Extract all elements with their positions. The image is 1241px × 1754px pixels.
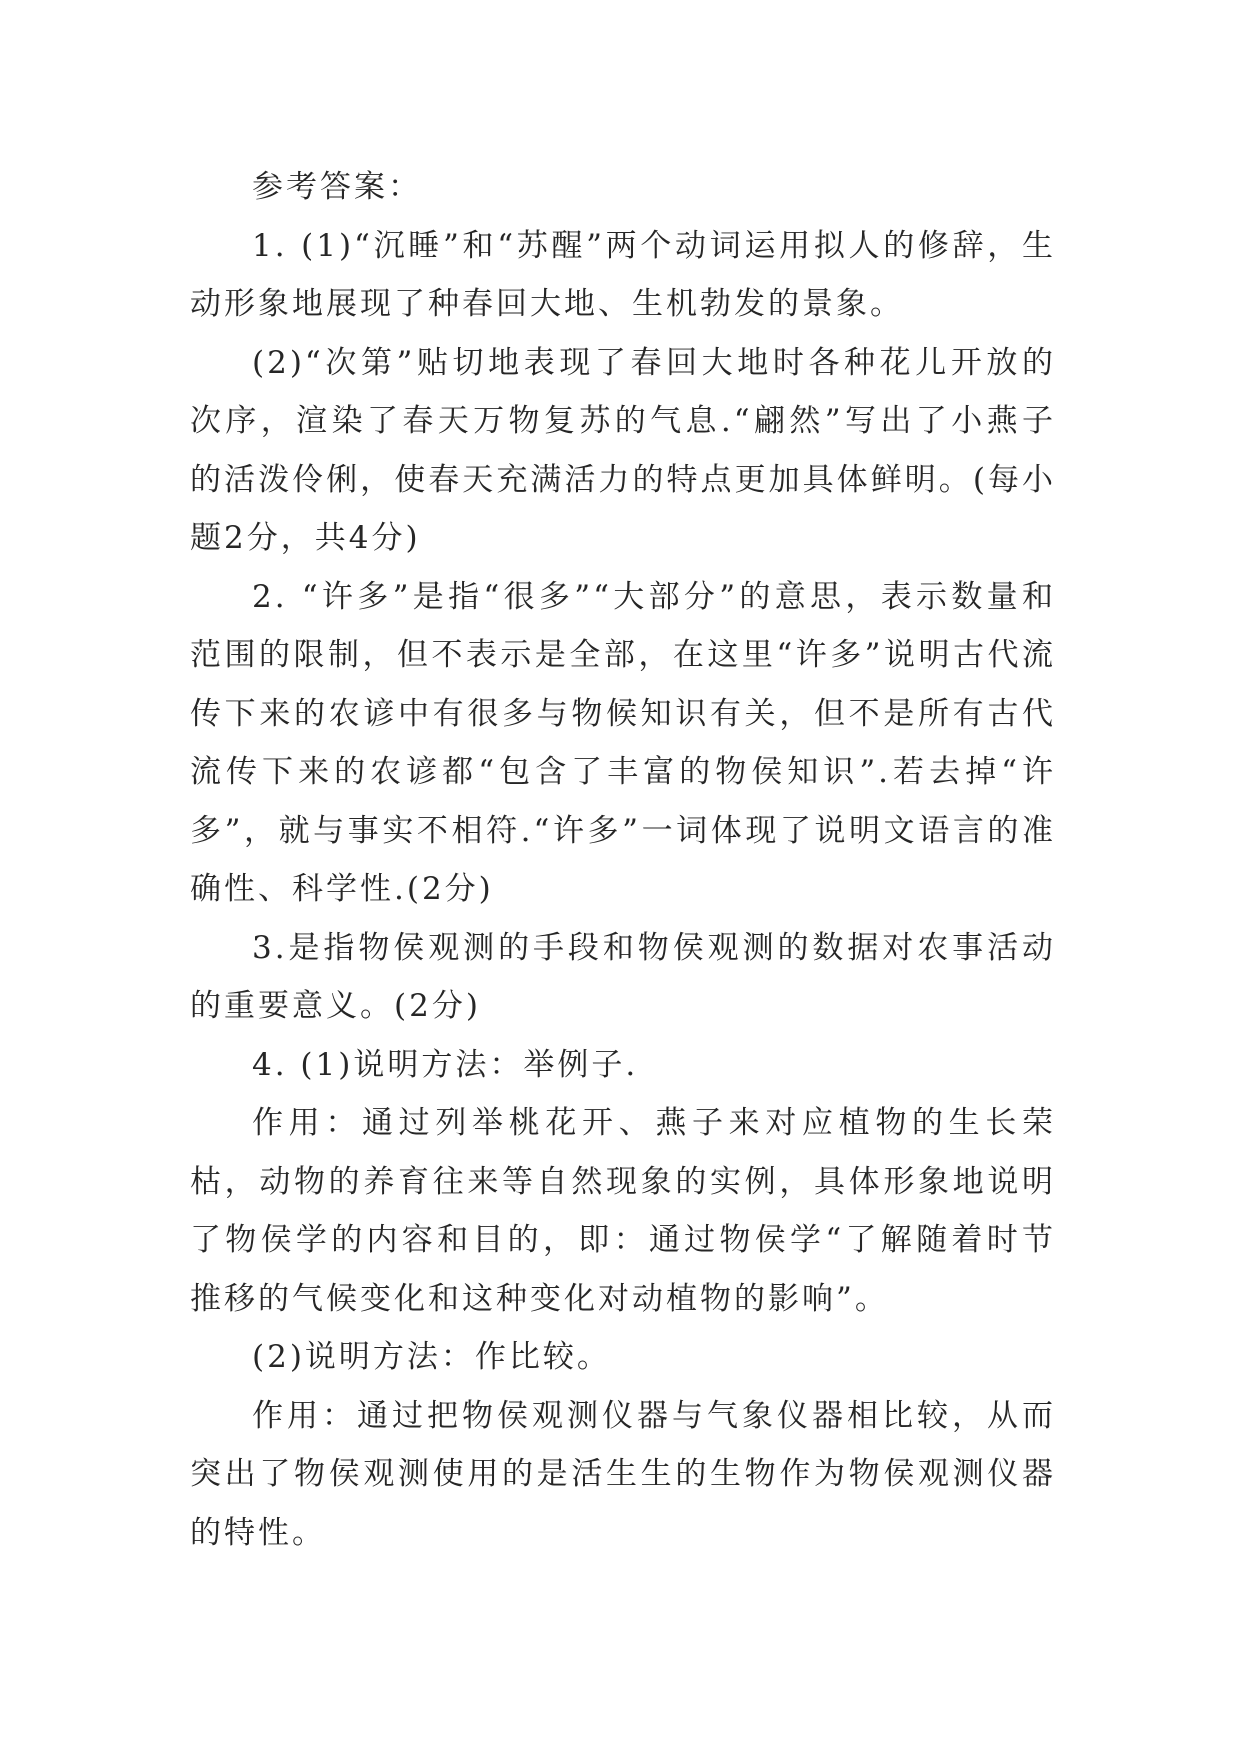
answer-2: 2. “许多”是指“很多”“大部分”的意思，表示数量和范围的限制，但不表示是全部，在这里“许多”说明古代流传下来的农谚中有很多与物候知识有关，但不是所有古代流传下来的农谚都“包含了丰富的物侯知识”.若去掉“许多”，就与事实不相符.“许多”一词体现了说明文语言的准确性、科学性.(2分) (190, 578, 1056, 907)
answer-4-part-1-effect: 作用：通过列举桃花开、燕子来对应植物的生长荣枯，动物的养育往来等自然现象的实例，具体形象地说明了物侯学的内容和目的，即：通过物侯学“了解随着时节推移的气候变化和这种变化对动植物的影响”。 (190, 1105, 1056, 1317)
answer-1-part-1: 1. (1)“沉睡”和“苏醒”两个动词运用拟人的修辞，生动形象地展现了种春回大地、生机勃发的景象。 (190, 227, 1056, 322)
answer-1-part-2: (2)“次第”贴切地表现了春回大地时各种花儿开放的次序，渲染了春天万物复苏的气息.“翩然”写出了小燕子的活泼伶俐，使春天充满活力的特点更加具体鲜明。(每小题2分，共4分) (190, 344, 1056, 556)
answer-3: 3.是指物侯观测的手段和物侯观测的数据对农事活动的重要意义。(2分) (190, 929, 1056, 1024)
answer-4-part-1-method: 4. (1)说明方法：举例子. (252, 1046, 639, 1083)
answer-4-part-2-effect: 作用：通过把物侯观测仪器与气象仪器相比较，从而突出了物侯观测使用的是活生生的生物作为物侯观测仪器的特性。 (190, 1397, 1056, 1551)
answer-4-part-2-method: (2)说明方法：作比较。 (252, 1339, 611, 1375)
answer-heading: 参考答案： (252, 169, 422, 205)
answer-content (190, 158, 1056, 1562)
